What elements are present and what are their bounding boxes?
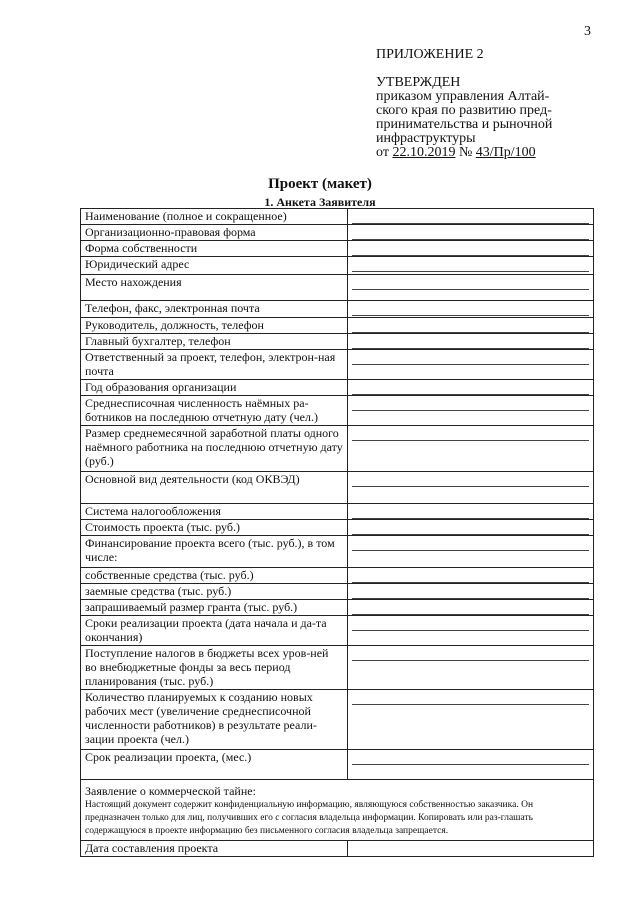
document-subtitle: 1. Анкета Заявителя [264, 195, 376, 209]
fill-in-line [352, 209, 589, 224]
form-row-value[interactable] [348, 301, 594, 318]
approved-label: УТВЕРЖДЕН [376, 75, 461, 90]
form-row [81, 520, 594, 536]
form-row [81, 750, 594, 780]
order-from: от [376, 145, 393, 160]
form-row-label: Год образования организации [81, 380, 348, 396]
form-row-value[interactable] [348, 380, 594, 396]
form-row [81, 396, 594, 426]
form-row-value[interactable] [348, 396, 594, 426]
form-row [81, 841, 594, 857]
form-row-label: Система налогообложения [81, 504, 348, 520]
form-row-label: Финансирование проекта всего (тыс. руб.), в том числе: [81, 536, 348, 568]
form-row-value[interactable] [348, 241, 594, 257]
form-row-value[interactable] [348, 750, 594, 780]
form-row-label: Ответственный за проект, телефон, электрон-ная почта [81, 350, 348, 380]
form-row [81, 257, 594, 275]
fill-in-line [352, 380, 589, 395]
fill-in-line [352, 646, 589, 661]
form-row [81, 350, 594, 380]
order-date: 22.10.2019 [392, 145, 456, 160]
form-row-label: Сроки реализации проекта (дата начала и да-та окончания) [81, 616, 348, 646]
form-row-label: Место нахождения [81, 275, 348, 301]
form-row-value[interactable] [348, 275, 594, 301]
order-line: приказом управления Алтай- [376, 89, 550, 104]
form-row-label: Размер среднемесячной заработной платы одного наёмного работника на последнюю отчетную дату (руб.) [81, 426, 348, 472]
fill-in-line [352, 472, 589, 487]
form-row-label: Наименование (полное и сокращенное) [81, 209, 348, 225]
form-row-label: Количество планируемых к созданию новых рабочих мест (увеличение среднесписочной численности работников) в результате реали-зации проекта (чел.) [81, 690, 348, 750]
fill-in-line [352, 520, 589, 535]
form-row-value[interactable] [348, 600, 594, 616]
form-row [81, 536, 594, 568]
commercial-secret-title: Заявление о коммерческой тайне: [85, 784, 256, 798]
fill-in-line [352, 616, 589, 631]
form-row [81, 600, 594, 616]
form-row-label: Организационно-правовая форма [81, 225, 348, 241]
fill-in-line [352, 225, 589, 240]
form-row [81, 616, 594, 646]
order-line: ского края по развитию пред- [376, 103, 552, 118]
form-row-label: Срок реализации проекта, (мес.) [81, 750, 348, 780]
form-row-value[interactable] [348, 616, 594, 646]
fill-in-line [352, 568, 589, 583]
fill-in-line [352, 600, 589, 615]
document-title: Проект (макет) [268, 176, 372, 192]
form-row-label: Среднесписочная численность наёмных ра-ботников на последнюю отчетную дату (чел.) [81, 396, 348, 426]
form-row-value[interactable] [348, 426, 594, 472]
form-row [81, 380, 594, 396]
form-row-value[interactable] [348, 504, 594, 520]
form-row-value[interactable] [348, 318, 594, 334]
order-no-prefix: № [455, 145, 476, 160]
form-row [81, 225, 594, 241]
form-row-value[interactable] [348, 568, 594, 584]
fill-in-line [352, 750, 589, 765]
fill-in-line [352, 241, 589, 256]
form-row-label: Дата составления проекта [81, 841, 348, 857]
order-line: инфраструктуры [376, 131, 476, 146]
form-row-label: собственные средства (тыс. руб.) [81, 568, 348, 584]
form-row-label: Форма собственности [81, 241, 348, 257]
form-row [81, 426, 594, 472]
form-row-value[interactable] [348, 350, 594, 380]
form-row [81, 334, 594, 350]
fill-in-line [352, 396, 589, 411]
fill-in-line [352, 536, 589, 551]
form-row [81, 318, 594, 334]
form-row-label: Стоимость проекта (тыс. руб.) [81, 520, 348, 536]
form-row-label: Поступление налогов в бюджеты всех уров-ней во внебюджетные фонды за весь период планирования (тыс. руб.) [81, 646, 348, 690]
form-row [81, 209, 594, 225]
fill-in-line [352, 426, 589, 441]
form-row-value[interactable] [348, 257, 594, 275]
annex-label: ПРИЛОЖЕНИЕ 2 [376, 47, 484, 62]
fill-in-line [352, 584, 589, 599]
form-row-label: заемные средства (тыс. руб.) [81, 584, 348, 600]
form-row [81, 568, 594, 584]
fill-in-line [352, 504, 589, 519]
form-row-value[interactable] [348, 690, 594, 750]
form-row-value[interactable] [348, 536, 594, 568]
fill-in-line [352, 257, 589, 272]
fill-in-line [352, 301, 589, 316]
fill-in-line [352, 275, 589, 290]
form-row-label: запрашиваемый размер гранта (тыс. руб.) [81, 600, 348, 616]
commercial-secret-cell [81, 780, 594, 841]
applicant-form-table [80, 208, 594, 857]
form-row [81, 584, 594, 600]
form-row-value[interactable] [348, 225, 594, 241]
form-row-label: Телефон, факс, электронная почта [81, 301, 348, 318]
form-row-value[interactable] [348, 520, 594, 536]
form-row [81, 504, 594, 520]
form-row-value[interactable] [348, 841, 594, 857]
commercial-secret-row [81, 780, 594, 841]
order-line: принимательства и рыночной [376, 117, 553, 132]
form-row-label: Основной вид деятельности (код ОКВЭД) [81, 472, 348, 504]
form-row [81, 690, 594, 750]
fill-in-line [352, 334, 589, 349]
form-row-label: Главный бухгалтер, телефон [81, 334, 348, 350]
fill-in-line [352, 350, 589, 365]
form-row-value[interactable] [348, 209, 594, 225]
form-row-label: Юридический адрес [81, 257, 348, 275]
form-row-value[interactable] [348, 646, 594, 690]
fill-in-line [352, 690, 589, 705]
page-number: 3 [584, 24, 591, 39]
form-row-value[interactable] [348, 584, 594, 600]
form-row-value[interactable] [348, 472, 594, 504]
order-date-line [376, 146, 596, 160]
form-row [81, 241, 594, 257]
fill-in-line [352, 318, 589, 333]
form-row [81, 646, 594, 690]
approval-header [376, 48, 596, 160]
order-number: 43/Пр/100 [475, 145, 536, 160]
form-row [81, 472, 594, 504]
form-row-value[interactable] [348, 334, 594, 350]
commercial-secret-text: Настоящий документ содержит конфиденциальную информацию, являющуюся собственностью заказчика. Он предназначен только для лиц, получивших его с согласия владельца информации. Копировать или раз-глашать содержащуюся в проекте информацию без письменного согласия владельца запрещается. [85, 800, 534, 836]
form-row-label: Руководитель, должность, телефон [81, 318, 348, 334]
form-row [81, 275, 594, 301]
form-row [81, 301, 594, 318]
